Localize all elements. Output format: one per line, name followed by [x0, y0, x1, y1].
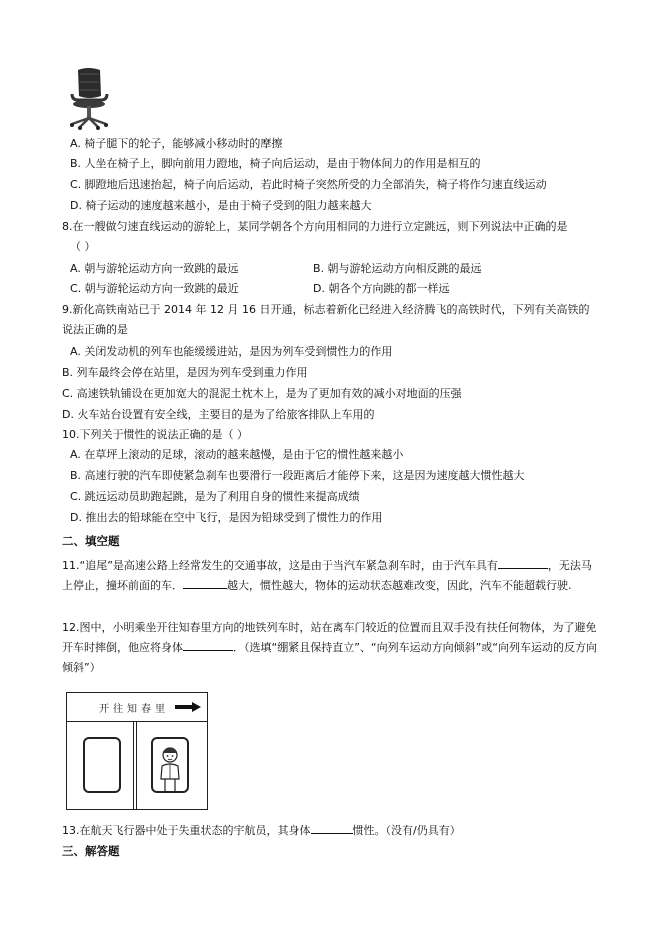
- q10-option-b: B. 高速行驶的汽车即使紧急刹车也要滑行一段距离后才能停下来，这是因为速度越大惯性越大: [70, 469, 525, 482]
- q12-text: 12.图中，小明乘坐开往知春里方向的地铁列车时，站在离车门较近的位置而且双手没有扶任何物体，为了避免开车时摔倒，他应将身体 ．（选填“绷紧且保持直立”、“向列车运动方向倾斜”或“向列车运动的反方向倾斜”）: [62, 621, 597, 674]
- q13-blank: [311, 822, 353, 834]
- q10-stem: 10.下列关于惯性的说法正确的是（ ）: [62, 428, 248, 441]
- direction-sign: [67, 693, 207, 722]
- q11-blank-2: [183, 577, 227, 589]
- q11-text: 11.“追尾”是高速公路上经常发生的交通事故，这是由于当汽车紧急刹车时，由于汽车具有 ，无法马上停止，撞坏前面的车． 越大，惯性越大，物体的运动状态越难改变，因此，汽车不能超载行驶.: [62, 559, 592, 592]
- q9-option-a: A. 关闭发动机的列车也能缓缓进站，是因为列车受到惯性力的作用: [70, 345, 393, 358]
- q9-option-c: C. 高速铁轨铺设在更加宽大的混泥土枕木上，是为了更加有效的减小对地面的压强: [62, 387, 462, 400]
- office-chair-picture: [66, 66, 112, 130]
- boy-figure-icon: [153, 739, 187, 791]
- q9-stem-line2: 说法正确的是: [62, 323, 128, 336]
- q7-option-c: C. 脚蹬地后迅速抬起，椅子向后运动，若此时椅子突然所受的力全部消失，椅子将作匀速直线运动: [70, 178, 547, 191]
- q8-option-a: A. 朝与游轮运动方向一致跳的最远: [70, 262, 239, 275]
- left-door-window: [83, 737, 121, 793]
- arrow-right-icon: [175, 702, 201, 712]
- q8-option-c: C. 朝与游轮运动方向一致跳的最近: [70, 282, 239, 295]
- section-answer-heading: 三、解答题: [62, 844, 120, 858]
- q11-blank-1: [498, 557, 548, 569]
- q10-option-a: A. 在草坪上滚动的足球，滚动的越来越慢，是由于它的惯性越来越小: [70, 448, 404, 461]
- q9-option-b: B. 列车最终会停在站里，是因为列车受到重力作用: [62, 366, 308, 379]
- q10-option-d: D. 推出去的铅球能在空中飞行，是因为铅球受到了惯性力的作用: [70, 511, 383, 524]
- q9-stem-line1: 9.新化高铁南站已于 2014 年 12 月 16 日开通，标志着新化已经进入经济腾飞的高铁时代，下列有关高铁的: [62, 303, 590, 316]
- q8-stem: 8.在一艘做匀速直线运动的游轮上，某同学朝各个方向用相同的力进行立定跳远，则下列说法中正确的是: [62, 220, 568, 233]
- right-door-window: [151, 737, 189, 793]
- q13-text: 13.在航天飞行器中处于失重状态的宇航员，其身体 惯性。（没有/仍具有）: [62, 824, 461, 837]
- q7-option-a: A. 椅子腿下的轮子，能够减小移动时的摩擦: [70, 137, 283, 150]
- q8-bracket: （ ）: [70, 240, 96, 253]
- door-seam: [133, 721, 137, 809]
- subway-door-diagram: [66, 692, 208, 810]
- q10-option-c: C. 跳远运动员助跑起跳，是为了利用自身的惯性来提高成绩: [70, 490, 360, 503]
- q7-option-d: D. 椅子运动的速度越来越小，是由于椅子受到的阻力越来越大: [70, 199, 372, 212]
- q8-option-b: B. 朝与游轮运动方向相反跳的最远: [313, 262, 482, 275]
- q8-option-d: D. 朝各个方向跳的都一样远: [313, 282, 450, 295]
- direction-sign-text: 开往知春里: [99, 704, 169, 715]
- q12-blank: [183, 639, 233, 651]
- q7-option-b: B. 人坐在椅子上，脚向前用力蹬地，椅子向后运动，是由于物体间力的作用是相互的: [70, 157, 481, 170]
- section-fill-in-heading: 二、填空题: [62, 534, 120, 548]
- q9-option-d: D. 火车站台设置有安全线，主要目的是为了给旅客排队上车用的: [62, 408, 375, 421]
